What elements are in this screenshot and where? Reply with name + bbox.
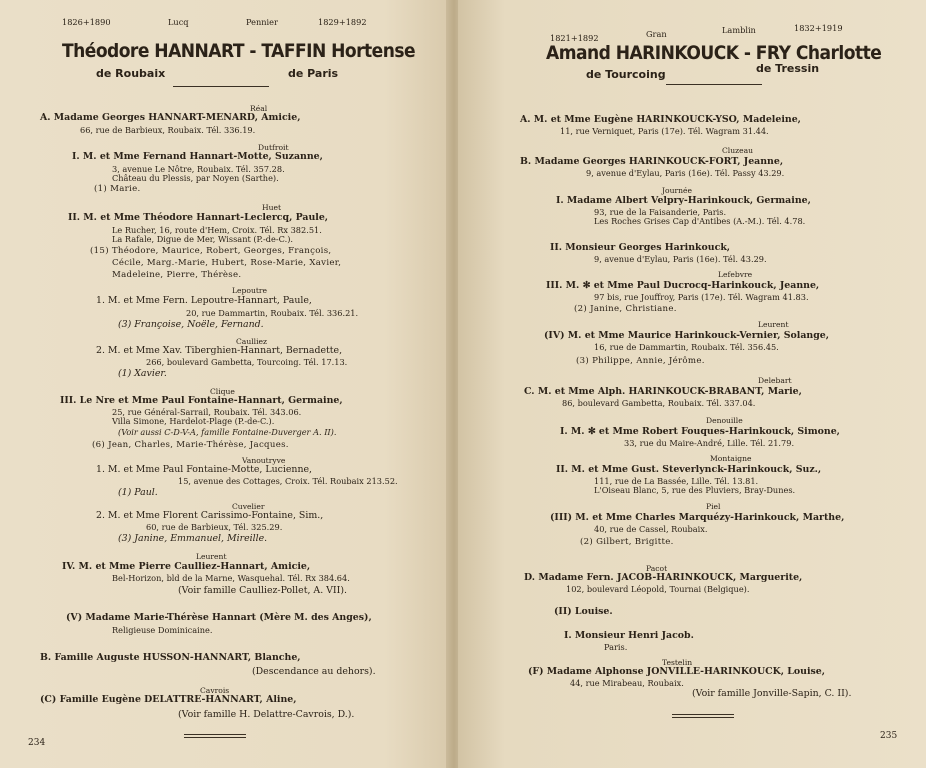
maiden-name: Cluzeau xyxy=(722,146,754,155)
maiden-name: Testelin xyxy=(662,658,693,667)
entry-name: I. Madame Albert Velpry-Harinkouck, Germaine, xyxy=(556,195,811,206)
footer-rule xyxy=(672,717,734,718)
dates-right: 1829+1892 xyxy=(318,17,367,27)
origin-left: de Tourcoing xyxy=(586,68,666,81)
maiden-name: Réal xyxy=(250,104,268,113)
cross-reference: (Descendance au dehors). xyxy=(252,666,376,677)
children: (1) Paul. xyxy=(118,487,158,498)
entry-name: 1. M. et Mme Paul Fontaine-Motte, Lucienne, xyxy=(96,464,313,475)
dates-right: 1832+1919 xyxy=(794,23,843,33)
children: (2) Janine, Christiane. xyxy=(574,304,677,314)
maiden-name: Denouille xyxy=(706,416,743,425)
maiden-name: Piel xyxy=(706,502,721,511)
entry-address: 15, avenue des Cottages, Croix. Tél. Roubaix 213.52. xyxy=(178,476,398,486)
entry-name: 1. M. et Mme Fern. Lepoutre-Hannart, Paule, xyxy=(96,295,312,306)
entry-address: 16, rue de Dammartin, Roubaix. Tél. 356.45. xyxy=(594,342,779,352)
entry-name: B. Madame Georges HARINKOUCK-FORT, Jeanne, xyxy=(520,156,784,167)
entry-address: 66, rue de Barbieux, Roubaix. Tél. 336.19. xyxy=(80,125,256,135)
entry-address: Château du Plessis, par Noyen (Sarthe). xyxy=(112,173,279,183)
maiden-name: Delebart xyxy=(758,376,792,385)
entry-address: 93, rue de la Faisanderie, Paris. xyxy=(594,207,727,217)
children: (3) Janine, Emmanuel, Mireille. xyxy=(118,533,268,544)
entry-name: II. M. et Mme Théodore Hannart-Leclercq, Paule, xyxy=(68,212,329,223)
maiden-name: Vanoutryve xyxy=(242,456,286,465)
entry-name: (C) Famille Eugène DELATTRE-HANNART, Aline, xyxy=(40,694,297,705)
children: (2) Gilbert, Brigitte. xyxy=(580,537,674,547)
children: Madeleine, Pierre, Thérèse. xyxy=(112,270,242,280)
page-number: 235 xyxy=(880,731,898,741)
entry-name: II. M. et Mme Gust. Steverlynck-Harinkouck, Suz., xyxy=(556,464,822,475)
cross-reference: (Voir famille Caulliez-Pollet, A. VII). xyxy=(178,585,347,596)
entry-address: 44, rue Mirabeau, Roubaix. xyxy=(570,678,684,688)
cross-reference: (Voir famille Jonville-Sapin, C. II). xyxy=(692,688,852,699)
maiden-name: Lefebvre xyxy=(718,270,753,279)
entry-address: 111, rue de La Bassée, Lille. Tél. 13.81. xyxy=(594,476,759,486)
entry-name: I. M. et Mme Fernand Hannart-Motte, Suzanne, xyxy=(72,151,323,162)
entry-name: (V) Madame Marie-Thérèse Hannart (Mère M. des Anges), xyxy=(66,612,372,623)
maiden-surname-right: Lamblin xyxy=(722,25,756,35)
footer-rule xyxy=(184,737,246,738)
entry-name: I. M. ✻ et Mme Robert Fouques-Harinkouck, Simone, xyxy=(560,426,840,437)
maiden-name: Cuvelier xyxy=(232,502,265,511)
entry-name: (II) Louise. xyxy=(554,606,613,617)
footer-rule xyxy=(672,714,734,715)
children: (15) Théodore, Maurice, Robert, Georges, François, xyxy=(90,246,332,256)
left-page xyxy=(0,0,452,768)
entry-name: A. Madame Georges HANNART-MENARD, Amicie, xyxy=(40,112,301,123)
footer-rule xyxy=(184,734,246,735)
entry-address: L'Oiseau Blanc, 5, rue des Pluviers, Bray-Dunes. xyxy=(594,485,796,495)
entry-address: Paris. xyxy=(604,642,628,652)
entry-name: A. M. et Mme Eugène HARINKOUCK-YSO, Madeleine, xyxy=(520,114,801,125)
entry-name: B. Famille Auguste HUSSON-HANNART, Blanche, xyxy=(40,652,301,663)
entry-address: 266, boulevard Gambetta, Tourcoing. Tél. 17.13. xyxy=(146,357,348,367)
dates-left: 1826+1890 xyxy=(62,17,111,27)
entry-name: D. Madame Fern. JACOB-HARINKOUCK, Marguerite, xyxy=(524,572,803,583)
entry-address: Les Roches Grises Cap d'Antibes (A.-M.). Tél. 4.78. xyxy=(594,216,806,226)
maiden-name: Leurent xyxy=(758,320,789,329)
maiden-name: Huet xyxy=(262,203,282,212)
entry-address: 9, avenue d'Eylau, Paris (16e). Tél. Passy 43.29. xyxy=(586,168,785,178)
entry-address: 33, rue du Maire-André, Lille. Tél. 21.79. xyxy=(624,438,795,448)
maiden-name: Lepoutre xyxy=(232,286,268,295)
entry-name: 2. M. et Mme Florent Carissimo-Fontaine, Sim., xyxy=(96,510,324,521)
children: (1) Marie. xyxy=(94,184,141,194)
cross-reference: (Voir aussi C-D-V-A, famille Fontaine-Duverger A. II). xyxy=(118,427,337,437)
entry-name: III. M. ✻ et Mme Paul Ducrocq-Harinkouck, Jeanne, xyxy=(546,280,820,291)
origin-left: de Roubaix xyxy=(96,67,166,80)
entry-address: Religieuse Dominicaine. xyxy=(112,625,213,635)
entry-address: 3, avenue Le Nôtre, Roubaix. Tél. 357.28. xyxy=(112,164,285,174)
maiden-name: Dutfroit xyxy=(258,143,289,152)
entry-name: I. Monsieur Henri Jacob. xyxy=(564,630,694,641)
title-rule xyxy=(173,86,269,87)
entry-name: III. Le Nre et Mme Paul Fontaine-Hannart, Germaine, xyxy=(60,395,343,406)
children: (6) Jean, Charles, Marie-Thérèse, Jacques. xyxy=(92,440,289,450)
entry-name: IV. M. et Mme Pierre Caulliez-Hannart, Amicie, xyxy=(62,561,311,572)
dates-left: 1821+1892 xyxy=(550,33,599,43)
maiden-name: Clique xyxy=(210,387,235,396)
page-number: 234 xyxy=(28,738,46,748)
children: (3) Philippe, Annie, Jérôme. xyxy=(576,356,705,366)
maiden-surname-right: Pennier xyxy=(246,17,278,27)
maiden-name: Leurent xyxy=(196,552,227,561)
maiden-name: Cavrois xyxy=(200,686,230,695)
entry-address: La Rafale, Digue de Mer, Wissant (P.-de-C.). xyxy=(112,234,293,244)
entry-name: C. M. et Mme Alph. HARINKOUCK-BRABANT, Marie, xyxy=(524,386,802,397)
entry-address: 40, rue de Cassel, Roubaix. xyxy=(594,524,708,534)
cross-reference: (Voir famille H. Delattre-Cavrois, D.). xyxy=(178,709,355,720)
maiden-name: Caulliez xyxy=(236,337,268,346)
entry-name: (III) M. et Mme Charles Marquézy-Harinkouck, Marthe, xyxy=(550,512,845,523)
entry-address: 20, rue Dammartin, Roubaix. Tél. 336.21. xyxy=(186,308,359,318)
entry-name: II. Monsieur Georges Harinkouck, xyxy=(550,242,731,253)
page-title: Théodore HANNART - TAFFIN Hortense xyxy=(62,40,416,62)
entry-address: 102, boulevard Léopold, Tournai (Belgique). xyxy=(566,584,750,594)
entry-address: 97 bis, rue Jouffroy, Paris (17e). Tél. Wagram 41.83. xyxy=(594,292,809,302)
entry-address: Villa Simone, Hardelot-Plage (P.-de-C.). xyxy=(112,416,275,426)
entry-name: (IV) M. et Mme Maurice Harinkouck-Vernier, Solange, xyxy=(544,330,830,341)
title-rule xyxy=(666,84,762,85)
entry-address: 25, rue Général-Sarrail, Roubaix. Tél. 343.06. xyxy=(112,407,302,417)
right-page xyxy=(458,0,926,768)
entry-address: 9, avenue d'Eylau, Paris (16e). Tél. 43.29. xyxy=(594,254,767,264)
entry-name: (F) Madame Alphonse JONVILLE-HARINKOUCK, Louise, xyxy=(528,666,826,677)
children: (1) Xavier. xyxy=(118,368,167,379)
origin-right: de Tressin xyxy=(756,62,820,75)
entry-address: Le Rucher, 16, route d'Hem, Croix. Tél. Rx 382.51. xyxy=(112,225,322,235)
maiden-name: Pacot xyxy=(646,564,668,573)
entry-address: 86, boulevard Gambetta, Roubaix. Tél. 337.04. xyxy=(562,398,756,408)
maiden-surname-left: Lucq xyxy=(168,17,189,27)
entry-address: Bel-Horizon, bld de la Marne, Wasquehal. Tél. Rx 384.64. xyxy=(112,573,350,583)
page-title: Amand HARINKOUCK - FRY Charlotte xyxy=(546,42,882,64)
maiden-name: Montaigne xyxy=(710,454,752,463)
entry-address: 11, rue Verniquet, Paris (17e). Tél. Wagram 31.44. xyxy=(560,126,769,136)
children: Cécile, Marg.-Marie, Hubert, Rose-Marie, Xavier, xyxy=(112,258,342,268)
entry-address: 60, rue de Barbieux, Tél. 325.29. xyxy=(146,522,283,532)
maiden-surname-left: Gran xyxy=(646,29,667,39)
children: (3) Françoise, Noële, Fernand. xyxy=(118,319,264,330)
maiden-name: Journée xyxy=(662,186,693,195)
entry-name: 2. M. et Mme Xav. Tiberghien-Hannart, Bernadette, xyxy=(96,345,343,356)
origin-right: de Paris xyxy=(288,67,339,80)
